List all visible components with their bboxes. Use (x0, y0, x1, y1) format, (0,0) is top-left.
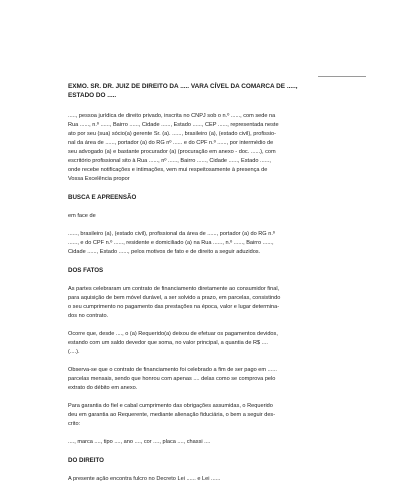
section-heading-direito: DO DIREITO (68, 457, 104, 464)
facts-paragraph-3: Observa-se que o contrato de financiamento foi celebrado a fim de ser pago em ...... parcelas mensais, sendo que honrou com apenas .... delas como se comprova pelo extrato do débito em anexo. (68, 367, 277, 391)
asset-description: ...., marca ...., tipo ...., ano ...., cor ...., placa ...., chassi .... (68, 439, 211, 445)
facts-paragraph-4: Para garantia do fiel e cabal cumprimento das obrigações assumidas, o Requerido deu em garantia ao Requerente, mediante alienação fiduciária, o bem a seguir des- crito: (68, 403, 276, 427)
law-paragraph-1: A presente ação encontra fulcro no Decreto Lei ...... e Lei ...... (68, 476, 221, 482)
intro-paragraph: ....., pessoa jurídica de direito privado, inscrita no CNPJ sob o n.º ......, com sede na Rua ......, n.º ......, Bairro ......, Cidade ......, Estado ......, CEP ......, representada neste ato por seu (sua) sócio(a) gerente Sr. (a). ......, brasileiro (a), (estado civil), profissio- nal da área de ......, portador (a) do RG nº ...... e do CPF n.º ......, por intermédio de seu advogado (a) e bastante procurador (a) (procuração em anexo - doc. ......), com escritório profissional sito à Rua ......, nº ......, Bairro ......, Cidade ......, Estado ......, onde recebe notificações e intimações, vem mui respeitosamente à presença de Vossa Excelência propor (68, 113, 279, 182)
section-heading-fatos: DOS FATOS (68, 267, 104, 274)
facts-paragraph-2: Ocorre que, desde ...., o (a) Requerido(a) deixou de efetuar os pagamentos devidos, estando com um saldo devedor que soma, no valor principal, a quantia de R$ .... (....). (68, 331, 278, 355)
em-face-text: em face de (68, 213, 96, 219)
header-rule (318, 76, 366, 77)
addressee-heading: EXMO. SR. DR. JUIZ DE DIREITO DA ..... VARA CÍVEL DA COMARCA DE ....., ESTADO DO ..... (68, 83, 298, 99)
section-heading-busca: BUSCA E APREENSÃO (68, 194, 137, 201)
defendant-paragraph: ......, brasileiro (a), (estado civil), profissional da área de ......, portador (a) do RG n.º ......, e do CPF n.º ......, residente e domiciliado (a) na Rua ......, n.º ......, Bairro ......, Cidade ......, Estado ......, pelos motivos de fato e de direito a seguir aduzidos. (68, 231, 275, 255)
facts-paragraph-1: As partes celebraram um contrato de financiamento diretamente ao consumidor final, para aquisição de bem móvel durável, a ser solvido a prazo, em parcelas, consistindo o seu cumprimento no pagamento das prestações na época, valor e lugar determina- dos no contrato. (68, 286, 281, 319)
document-body (68, 82, 368, 493)
